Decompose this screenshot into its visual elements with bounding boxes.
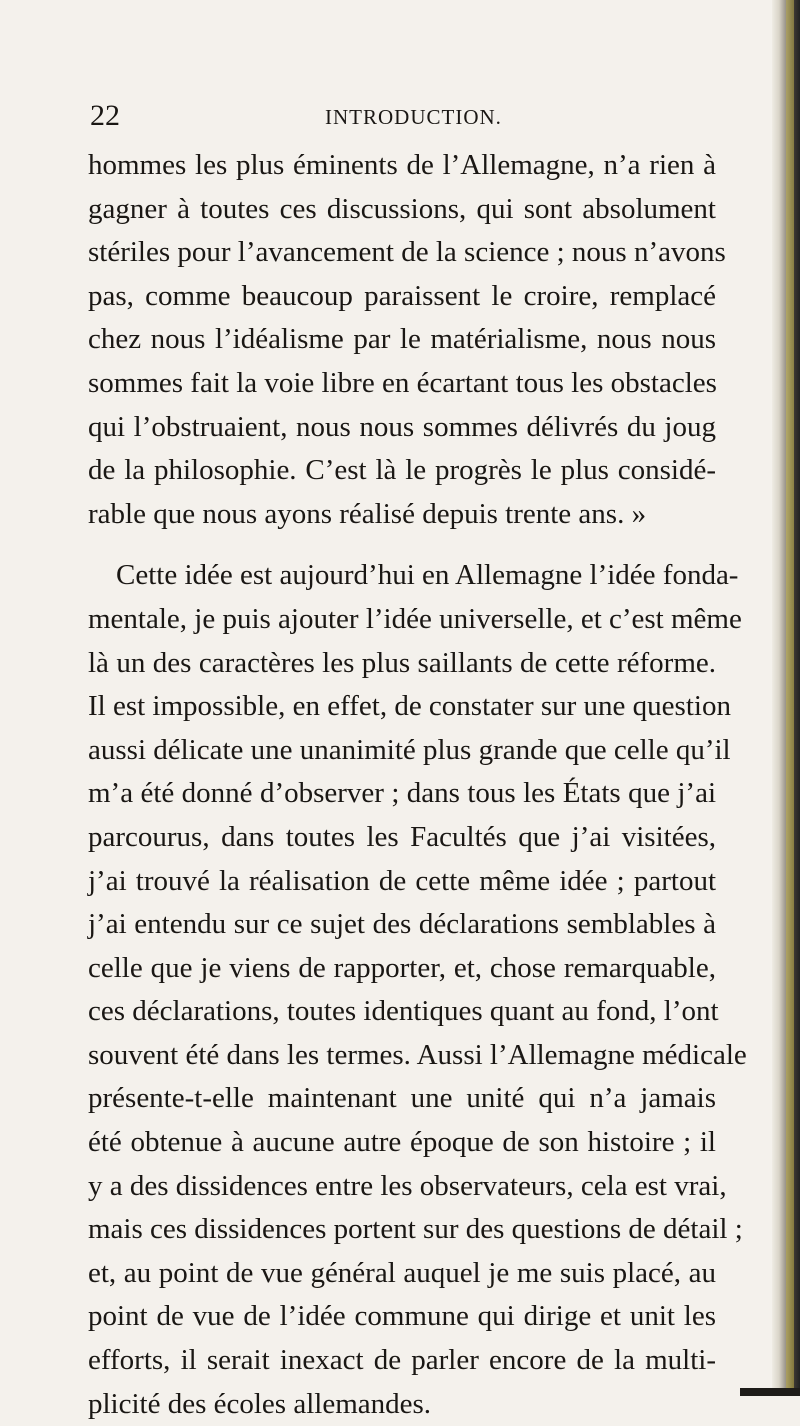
- text-line: Cette idée est aujourd’hui en Allemagne l’idée fonda-: [116, 559, 739, 592]
- running-title: INTRODUCTION.: [325, 105, 502, 129]
- text-line: gagner à toutes ces discussions, qui sont absolument: [88, 192, 716, 225]
- text-line: Il est impossible, en effet, de constater sur une question: [88, 690, 731, 723]
- paragraph-1: [88, 144, 726, 536]
- text-line: de la philosophie. C’est là le progrès le plus considé-: [88, 454, 716, 487]
- text-line: aussi délicate une unanimité plus grande que celle qu’il: [88, 733, 731, 766]
- page-edge-shadow: [772, 0, 800, 1396]
- page-number: 22: [90, 99, 120, 132]
- paragraph-2: [88, 554, 747, 1426]
- text-line: parcourus, dans toutes les Facultés que j’ai visitées,: [88, 820, 716, 853]
- text-line: j’ai entendu sur ce sujet des déclarations semblables à: [88, 908, 716, 941]
- text-line: ces déclarations, toutes identiques quant au fond, l’ont: [88, 995, 719, 1028]
- text-line: plicité des écoles allemandes.: [88, 1387, 432, 1420]
- body-text: [88, 144, 747, 1426]
- text-line: mais ces dissidences portent sur des questions de détail ;: [88, 1213, 743, 1246]
- text-line: mentale, je puis ajouter l’idée universelle, et c’est même: [88, 602, 742, 635]
- text-line: celle que je viens de rapporter, et, chose remarquable,: [88, 951, 716, 984]
- text-line: et, au point de vue général auquel je me suis placé, au: [88, 1256, 716, 1289]
- text-line: là un des caractères les plus saillants de cette réforme.: [88, 646, 716, 679]
- text-line: pas, comme beaucoup paraissent le croire, remplacé: [88, 279, 716, 312]
- text-line: rable que nous ayons réalisé depuis trente ans. »: [88, 497, 647, 530]
- text-line: sommes fait la voie libre en écartant tous les obstacles: [88, 366, 717, 399]
- page-corner-shadow: [740, 1388, 800, 1396]
- text-line: souvent été dans les termes. Aussi l’Allemagne médicale: [88, 1038, 747, 1071]
- text-line: présente-t-elle maintenant une unité qui n’a jamais: [88, 1082, 716, 1115]
- text-line: m’a été donné d’observer ; dans tous les États que j’ai: [88, 777, 716, 810]
- paragraph-gap: [88, 536, 716, 554]
- running-header: [90, 98, 730, 134]
- text-line: été obtenue à aucune autre époque de son histoire ; il: [88, 1126, 716, 1159]
- text-line: efforts, il serait inexact de parler encore de la multi-: [88, 1344, 716, 1377]
- text-line: hommes les plus éminents de l’Allemagne, n’a rien à: [88, 149, 716, 181]
- text-line: qui l’obstruaient, nous nous sommes délivrés du joug: [88, 410, 716, 443]
- page-edge-tint: [786, 0, 794, 1396]
- text-line: stériles pour l’avancement de la science ; nous n’avons: [88, 236, 726, 269]
- text-line: y a des dissidences entre les observateurs, cela est vrai,: [88, 1169, 727, 1202]
- text-line: chez nous l’idéalisme par le matérialisme, nous nous: [88, 323, 716, 356]
- text-line: j’ai trouvé la réalisation de cette même idée ; partout: [88, 864, 716, 897]
- text-line: point de vue de l’idée commune qui dirige et unit les: [88, 1300, 716, 1333]
